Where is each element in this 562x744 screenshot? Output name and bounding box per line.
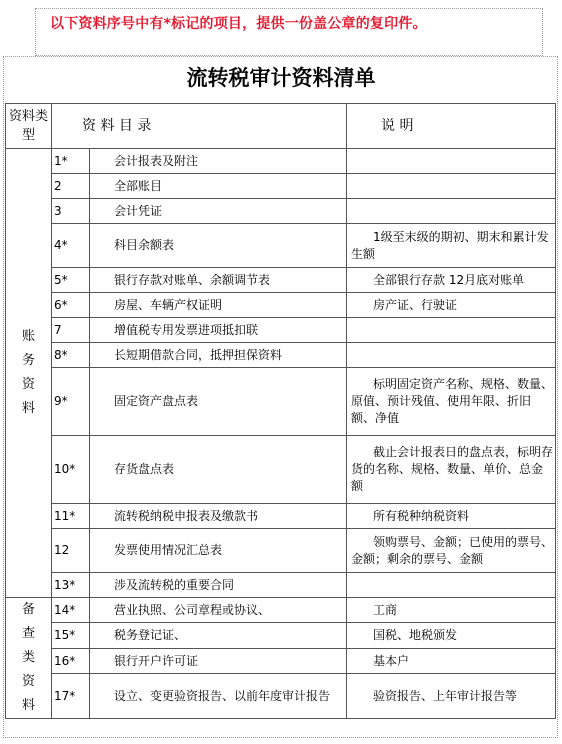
table-row	[6, 623, 556, 648]
row-item: 营业执照、公司章程或协议、	[90, 598, 347, 623]
row-item: 流转税纳税申报表及缴款书	[90, 504, 347, 529]
header-type: 资料类型	[6, 104, 52, 149]
table-row	[6, 436, 556, 504]
row-note	[347, 318, 556, 343]
table-row	[6, 268, 556, 293]
row-number: 9*	[52, 368, 90, 436]
notice-text: 以下资料序号中有*标记的项目，提供一份盖公章的复印件。	[50, 16, 427, 32]
row-number: 12	[52, 529, 90, 573]
row-number: 2	[52, 174, 90, 199]
row-item: 会计凭证	[90, 199, 347, 224]
document-title: 流转税审计资料清单	[186, 65, 376, 90]
row-number: 8*	[52, 343, 90, 368]
table-row	[6, 573, 556, 598]
notice-box	[35, 8, 543, 56]
row-number: 1*	[52, 149, 90, 174]
row-number: 7	[52, 318, 90, 343]
row-number: 16*	[52, 648, 90, 673]
row-number: 4*	[52, 224, 90, 268]
row-note	[347, 573, 556, 598]
row-item: 科目余额表	[90, 224, 347, 268]
row-number: 3	[52, 199, 90, 224]
group-accounting: 账务资料	[6, 149, 52, 598]
table-row	[6, 343, 556, 368]
row-item: 长短期借款合同，抵押担保资料	[90, 343, 347, 368]
row-note: 全部银行存款 12月底对账单	[347, 268, 556, 293]
row-number: 10*	[52, 436, 90, 504]
group-reference: 备查类资料	[6, 598, 52, 719]
header-note: 说 明	[347, 104, 556, 149]
table-row	[6, 648, 556, 673]
row-note: 所有税种纳税资料	[347, 504, 556, 529]
table-row	[6, 174, 556, 199]
row-item: 固定资产盘点表	[90, 368, 347, 436]
row-note: 标明固定资产名称、规格、数量、原值、预计残值、使用年限、折旧额、净值	[347, 368, 556, 436]
row-note: 工商	[347, 598, 556, 623]
row-item: 会计报表及附注	[90, 149, 347, 174]
row-number: 13*	[52, 573, 90, 598]
table-row	[6, 199, 556, 224]
row-note	[347, 149, 556, 174]
row-item: 全部账目	[90, 174, 347, 199]
header-catalog: 资 料 目 录	[52, 104, 347, 149]
row-item: 银行存款对账单、余额调节表	[90, 268, 347, 293]
row-note	[347, 199, 556, 224]
table-row	[6, 504, 556, 529]
row-item: 设立、变更验资报告、以前年度审计报告	[90, 674, 347, 719]
row-note: 基本户	[347, 648, 556, 673]
row-item: 银行开户许可证	[90, 648, 347, 673]
header-row	[6, 104, 556, 149]
row-note: 截止会计报表日的盘点表，标明存货的名称、规格、数量、单价、总金额	[347, 436, 556, 504]
row-note: 房产证、行驶证	[347, 293, 556, 318]
row-note	[347, 174, 556, 199]
row-number: 17*	[52, 674, 90, 719]
materials-table	[5, 103, 556, 719]
row-number: 14*	[52, 598, 90, 623]
row-item: 税务登记证、	[90, 623, 347, 648]
table-row	[6, 224, 556, 268]
row-item: 房屋、车辆产权证明	[90, 293, 347, 318]
row-note: 领购票号、金额；已使用的票号、金额；剩余的票号、金额	[347, 529, 556, 573]
table-row	[6, 598, 556, 623]
table-row	[6, 149, 556, 174]
row-number: 5*	[52, 268, 90, 293]
row-note: 1级至末级的期初、期末和累计发生额	[347, 224, 556, 268]
row-note: 验资报告、上年审计报告等	[347, 674, 556, 719]
row-number: 6*	[52, 293, 90, 318]
row-number: 15*	[52, 623, 90, 648]
table-row	[6, 674, 556, 719]
table-row	[6, 529, 556, 573]
row-item: 涉及流转税的重要合同	[90, 573, 347, 598]
table-row	[6, 293, 556, 318]
table-row	[6, 318, 556, 343]
row-note	[347, 343, 556, 368]
row-item: 发票使用情况汇总表	[90, 529, 347, 573]
row-number: 11*	[52, 504, 90, 529]
row-note: 国税、地税颁发	[347, 623, 556, 648]
row-item: 增值税专用发票进项抵扣联	[90, 318, 347, 343]
table-row	[6, 368, 556, 436]
row-item: 存货盘点表	[90, 436, 347, 504]
